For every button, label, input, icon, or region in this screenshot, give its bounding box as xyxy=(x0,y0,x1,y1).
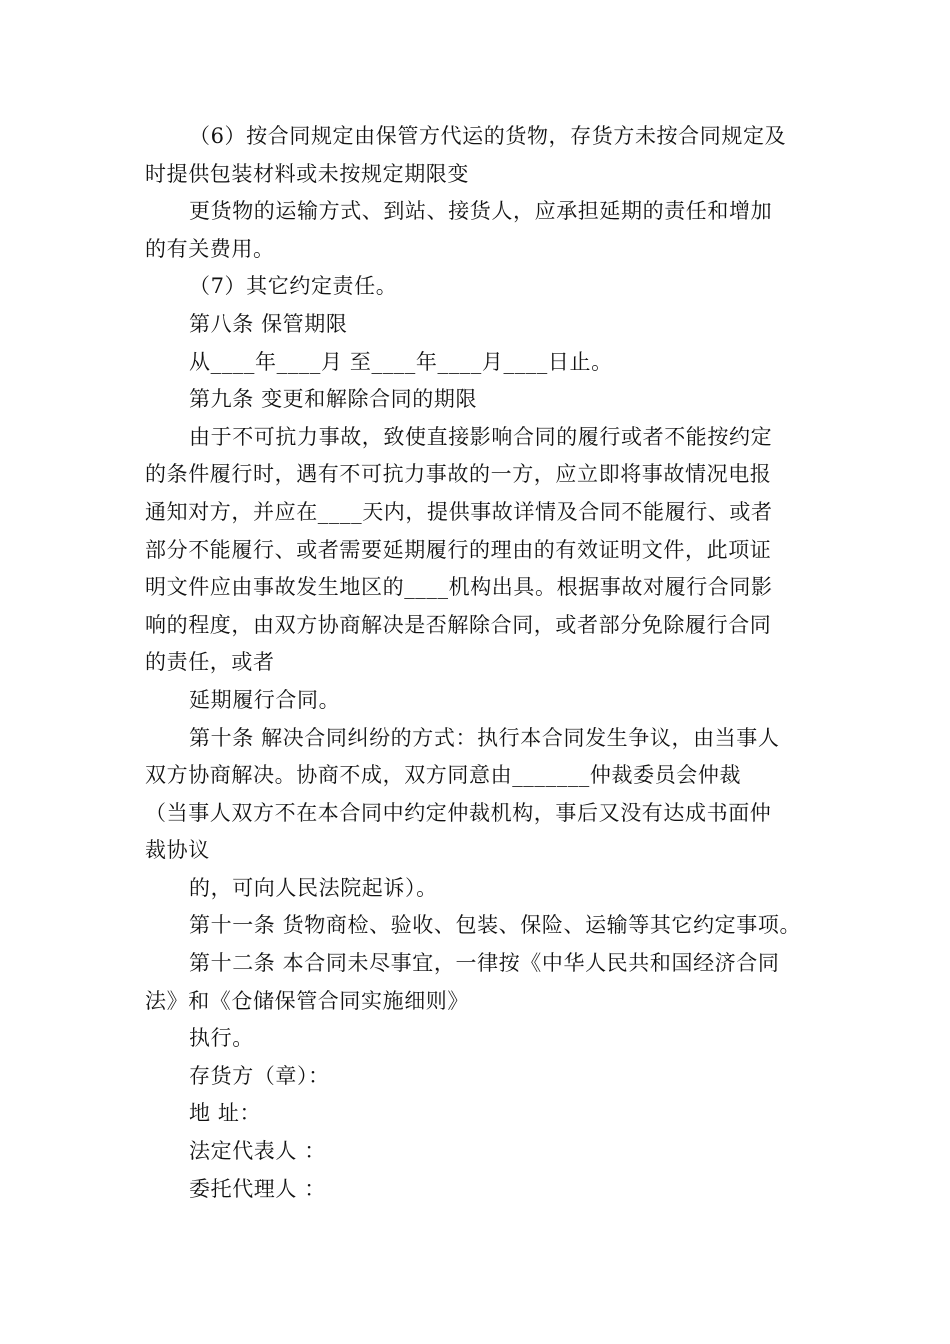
document-line: 响的程度，由双方协商解决是否解除合同，或者部分免除履行合同 xyxy=(145,612,772,637)
document-line: （6）按合同规定由保管方代运的货物，存货方未按合同规定及 xyxy=(189,124,787,148)
document-line: 地 址： xyxy=(189,1101,262,1126)
document-line: 部分不能履行、或者需要延期履行的理由的有效证明文件，此项证 xyxy=(145,537,772,562)
document-line: 的条件履行时，遇有不可抗力事故的一方，应立即将事故情况电报 xyxy=(145,462,772,487)
document-line: 第八条 保管期限 xyxy=(189,311,348,336)
document-line: 第十一条 货物商检、验收、包装、保险、运输等其它约定事项。 xyxy=(189,913,802,938)
document-line: 的责任，或者 xyxy=(145,650,275,675)
document-line: 明文件应由事故发生地区的____机构出具。根据事故对履行合同影 xyxy=(145,575,773,600)
document-line: 通知对方，并应在____天内，提供事故详情及合同不能履行、或者 xyxy=(145,499,773,524)
document-line: 时提供包装材料或未按规定期限变 xyxy=(145,161,469,186)
document-line: （当事人双方不在本合同中约定仲裁机构，事后又没有达成书面仲 xyxy=(145,800,772,825)
document-line: 更货物的运输方式、到站、接货人，应承担延期的责任和增加 xyxy=(189,199,773,224)
document-line: 双方协商解决。协商不成，双方同意由_______仲裁委员会仲裁 xyxy=(145,763,742,788)
document-line: 从____年____月 至____年____月____日止。 xyxy=(189,349,613,374)
document-line: 由于不可抗力事故，致使直接影响合同的履行或者不能按约定 xyxy=(189,424,773,449)
document-line: 第十二条 本合同未尽事宜，一律按《中华人民共和国经济合同 xyxy=(189,951,780,976)
document-line: 的有关费用。 xyxy=(145,236,275,261)
document-line: 法定代表人 ： xyxy=(189,1139,326,1164)
document-line: 第九条 变更和解除合同的期限 xyxy=(189,387,478,412)
document-line: （7）其它约定责任。 xyxy=(189,274,398,299)
document-line: 的，可向人民法院起诉）。 xyxy=(189,875,438,900)
document-page xyxy=(145,118,810,1208)
document-line: 裁协议 xyxy=(145,838,210,863)
document-line: 法》和《仓储保管合同实施细则》 xyxy=(145,988,469,1013)
document-line: 委托代理人 ： xyxy=(189,1176,326,1201)
document-line: 执行。 xyxy=(189,1026,254,1051)
document-line: 存货方（章）： xyxy=(189,1063,330,1088)
document-line: 第十条 解决合同纠纷的方式：执行本合同发生争议，由当事人 xyxy=(189,725,780,750)
document-line: 延期履行合同。 xyxy=(189,687,341,712)
